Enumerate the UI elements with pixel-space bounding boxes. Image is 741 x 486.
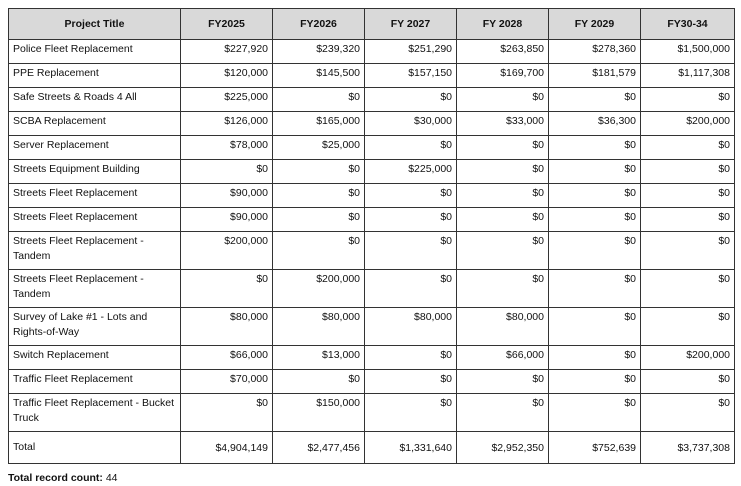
project-title-cell: Traffic Fleet Replacement	[9, 370, 181, 394]
amount-cell: $225,000	[365, 160, 457, 184]
amount-cell: $145,500	[273, 64, 365, 88]
amount-cell: $239,320	[273, 40, 365, 64]
amount-cell: $80,000	[181, 308, 273, 346]
amount-cell: $0	[457, 208, 549, 232]
amount-cell: $0	[457, 160, 549, 184]
column-header-fy-2027: FY 2027	[365, 9, 457, 40]
amount-cell: $0	[365, 346, 457, 370]
amount-cell: $36,300	[549, 112, 641, 136]
amount-cell: $1,117,308	[641, 64, 735, 88]
amount-cell: $25,000	[273, 136, 365, 160]
amount-cell: $0	[457, 232, 549, 270]
table-row	[9, 232, 735, 270]
amount-cell: $80,000	[273, 308, 365, 346]
amount-cell: $0	[641, 88, 735, 112]
amount-cell: $200,000	[181, 232, 273, 270]
amount-cell: $157,150	[365, 64, 457, 88]
amount-cell: $0	[457, 370, 549, 394]
column-header-fy30-34: FY30-34	[641, 9, 735, 40]
table-row	[9, 88, 735, 112]
table-row	[9, 136, 735, 160]
project-title-cell: Survey of Lake #1 - Lots and Rights-of-Way	[9, 308, 181, 346]
amount-cell: $0	[273, 208, 365, 232]
amount-cell: $0	[365, 208, 457, 232]
column-header-fy2026: FY2026	[273, 9, 365, 40]
amount-cell: $0	[273, 88, 365, 112]
project-title-cell: SCBA Replacement	[9, 112, 181, 136]
amount-cell: $0	[549, 370, 641, 394]
amount-cell: $0	[549, 184, 641, 208]
column-header-project-title: Project Title	[9, 9, 181, 40]
amount-cell: $120,000	[181, 64, 273, 88]
project-title-cell: PPE Replacement	[9, 64, 181, 88]
amount-cell: $13,000	[273, 346, 365, 370]
amount-cell: $200,000	[273, 270, 365, 308]
amount-cell: $0	[641, 370, 735, 394]
amount-cell: $0	[549, 88, 641, 112]
amount-cell: $0	[457, 136, 549, 160]
amount-cell: $66,000	[181, 346, 273, 370]
table-row	[9, 308, 735, 346]
amount-cell: $80,000	[457, 308, 549, 346]
project-title-cell: Police Fleet Replacement	[9, 40, 181, 64]
total-amount-cell: $2,952,350	[457, 432, 549, 464]
project-title-cell: Server Replacement	[9, 136, 181, 160]
amount-cell: $0	[273, 184, 365, 208]
amount-cell: $0	[641, 308, 735, 346]
amount-cell: $0	[457, 394, 549, 432]
amount-cell: $0	[549, 270, 641, 308]
total-amount-cell: $2,477,456	[273, 432, 365, 464]
amount-cell: $0	[365, 394, 457, 432]
table-row	[9, 270, 735, 308]
amount-cell: $0	[641, 160, 735, 184]
table-row	[9, 112, 735, 136]
amount-cell: $80,000	[365, 308, 457, 346]
project-title-cell: Safe Streets & Roads 4 All	[9, 88, 181, 112]
amount-cell: $227,920	[181, 40, 273, 64]
amount-cell: $0	[365, 88, 457, 112]
total-label-cell: Total	[9, 432, 181, 464]
amount-cell: $0	[457, 184, 549, 208]
table-row	[9, 160, 735, 184]
project-title-cell: Streets Fleet Replacement - Tandem	[9, 270, 181, 308]
amount-cell: $0	[181, 160, 273, 184]
amount-cell: $0	[181, 270, 273, 308]
amount-cell: $165,000	[273, 112, 365, 136]
table-body	[9, 40, 735, 464]
amount-cell: $0	[549, 308, 641, 346]
amount-cell: $66,000	[457, 346, 549, 370]
amount-cell: $30,000	[365, 112, 457, 136]
amount-cell: $0	[549, 136, 641, 160]
amount-cell: $0	[365, 370, 457, 394]
amount-cell: $200,000	[641, 346, 735, 370]
table-row	[9, 346, 735, 370]
table-row	[9, 40, 735, 64]
capital-projects-table	[8, 8, 735, 464]
project-title-cell: Switch Replacement	[9, 346, 181, 370]
amount-cell: $0	[273, 370, 365, 394]
column-header-fy-2028: FY 2028	[457, 9, 549, 40]
table-row	[9, 64, 735, 88]
amount-cell: $0	[549, 394, 641, 432]
amount-cell: $0	[641, 136, 735, 160]
amount-cell: $0	[457, 270, 549, 308]
total-amount-cell: $752,639	[549, 432, 641, 464]
project-title-cell: Traffic Fleet Replacement - Bucket Truck	[9, 394, 181, 432]
record-count	[8, 472, 118, 484]
project-title-cell: Streets Fleet Replacement	[9, 208, 181, 232]
total-amount-cell: $4,904,149	[181, 432, 273, 464]
amount-cell: $70,000	[181, 370, 273, 394]
table-row	[9, 370, 735, 394]
amount-cell: $0	[273, 232, 365, 270]
amount-cell: $0	[641, 270, 735, 308]
table-row	[9, 394, 735, 432]
amount-cell: $169,700	[457, 64, 549, 88]
amount-cell: $0	[549, 346, 641, 370]
column-header-fy2025: FY2025	[181, 9, 273, 40]
amount-cell: $126,000	[181, 112, 273, 136]
amount-cell: $0	[641, 232, 735, 270]
project-title-cell: Streets Fleet Replacement - Tandem	[9, 232, 181, 270]
table-row	[9, 208, 735, 232]
project-title-cell: Streets Fleet Replacement	[9, 184, 181, 208]
amount-cell: $0	[549, 160, 641, 184]
amount-cell: $278,360	[549, 40, 641, 64]
amount-cell: $0	[549, 208, 641, 232]
amount-cell: $0	[641, 184, 735, 208]
amount-cell: $0	[549, 232, 641, 270]
amount-cell: $251,290	[365, 40, 457, 64]
header-row	[9, 9, 735, 40]
amount-cell: $0	[181, 394, 273, 432]
amount-cell: $33,000	[457, 112, 549, 136]
project-title-cell: Streets Equipment Building	[9, 160, 181, 184]
amount-cell: $0	[641, 208, 735, 232]
amount-cell: $0	[457, 88, 549, 112]
amount-cell: $0	[365, 270, 457, 308]
amount-cell: $0	[365, 184, 457, 208]
amount-cell: $1,500,000	[641, 40, 735, 64]
amount-cell: $90,000	[181, 184, 273, 208]
total-amount-cell: $1,331,640	[365, 432, 457, 464]
amount-cell: $0	[365, 232, 457, 270]
amount-cell: $78,000	[181, 136, 273, 160]
record-count-label: Total record count:	[8, 472, 103, 484]
amount-cell: $0	[641, 394, 735, 432]
amount-cell: $0	[365, 136, 457, 160]
record-count-value: 44	[105, 472, 118, 484]
amount-cell: $181,579	[549, 64, 641, 88]
amount-cell: $0	[273, 160, 365, 184]
column-header-fy-2029: FY 2029	[549, 9, 641, 40]
total-amount-cell: $3,737,308	[641, 432, 735, 464]
amount-cell: $225,000	[181, 88, 273, 112]
total-row	[9, 432, 735, 464]
table-row	[9, 184, 735, 208]
amount-cell: $90,000	[181, 208, 273, 232]
amount-cell: $263,850	[457, 40, 549, 64]
amount-cell: $200,000	[641, 112, 735, 136]
amount-cell: $150,000	[273, 394, 365, 432]
